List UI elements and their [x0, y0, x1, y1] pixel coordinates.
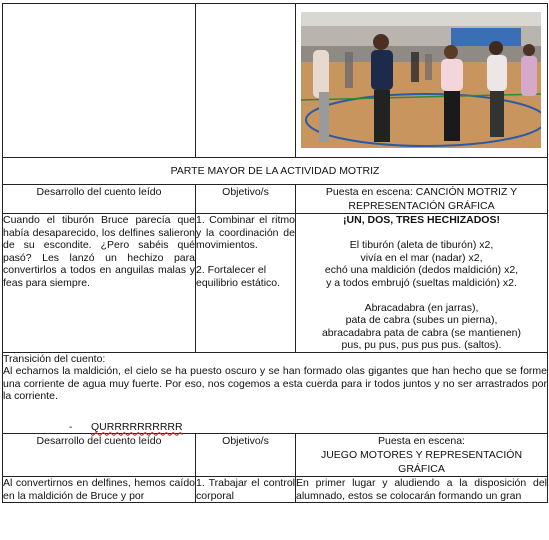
- table1-body-row: [3, 214, 548, 353]
- header-objectives: Objetivo/s: [196, 185, 296, 214]
- story-text: Cuando el tiburón Bruce parecía que había desaparecido, los delfines salieron de su escondite. ¿Pero sabéis qué pasó? Les lanzó un hechizo para convertirlos a todos en anguilas malas y feas para siempre.: [3, 214, 196, 353]
- header2-objectives: Objetivo/s: [196, 434, 296, 477]
- header-scene-line1: Puesta en escena: CANCIÓN MOTRIZ Y: [325, 186, 518, 198]
- header-scene-line2: REPRESENTACIÓN GRÁFICA: [348, 200, 495, 212]
- song-verse2-line3: abracadabra pata de cabra (se mantienen): [321, 326, 522, 339]
- song-verse2-line4: pus, pu pus, pus pus pus. (saltos).: [341, 339, 502, 351]
- transition-bullet: [3, 421, 547, 434]
- objective-2: 2. Fortalecer el equilibrio estático.: [196, 264, 281, 289]
- empty-cell-2: [196, 4, 296, 158]
- table2-body-row: [3, 477, 548, 503]
- photo-cell: [296, 4, 548, 158]
- song-cell: [296, 214, 548, 353]
- header-scene: [296, 185, 548, 214]
- lesson-plan-table: [2, 3, 548, 503]
- section-title-row: [3, 158, 548, 185]
- objective2-text: 1. Trabajar el control corporal: [196, 477, 295, 502]
- objectives-cell: [196, 214, 296, 353]
- section-title: PARTE MAYOR DE LA ACTIVIDAD MOTRIZ: [3, 158, 548, 185]
- header2-scene-line1: Puesta en escena:: [378, 435, 465, 447]
- song-verse1-line3: echó una maldición (dedos maldición) x2,: [324, 264, 519, 276]
- header2-scene-line3: GRÁFICA: [398, 463, 445, 475]
- header2-story: Desarrollo del cuento leído: [3, 434, 196, 477]
- header2-scene: [296, 434, 548, 477]
- song-title: ¡UN, DOS, TRES HECHIZADOS!: [343, 214, 500, 226]
- song-verse1-line2: vivía en el mar (nadar) x2,: [360, 251, 483, 264]
- bullet-text: QURRRRRRRRRR: [91, 420, 183, 433]
- transition-cell: [3, 352, 548, 434]
- story2-text: Al convertirnos en delfines, hemos caído en la maldición de Bruce y por: [3, 477, 195, 502]
- header2-scene-line2: JUEGO MOTORES Y REPRESENTACIÓN: [320, 449, 523, 461]
- photo-row: [3, 4, 548, 158]
- empty-cell-1: [3, 4, 196, 158]
- song-verse2-line2: pata de cabra (subes un pierna),: [345, 314, 498, 326]
- table2-header-row: [3, 434, 548, 477]
- header-story: Desarrollo del cuento leído: [3, 185, 196, 214]
- song-verse1-line4: y a todos embrujó (sueltas maldición) x2.: [326, 276, 517, 289]
- song-verse1-line1: El tiburón (aleta de tiburón) x2,: [349, 239, 494, 251]
- transition-text: Al echarnos la maldición, el cielo se ha puesto oscuro y se han formado olas gigantes que han hecho que se forme una corriente de agua muy fuerte. Por eso, nos cogemos a esta cuerda para ir todos juntos y no ser arrastrados por la corriente.: [3, 365, 547, 402]
- transition-title: Transición del cuento:: [3, 352, 106, 365]
- scene2-text: En primer lugar y aludiendo a la disposición del alumnado, estos se colocarán formando un gran: [296, 477, 547, 502]
- objective-1: 1. Combinar el ritmo y la coordinación de movimientos.: [196, 214, 295, 251]
- table1-header-row: [3, 185, 548, 214]
- song-verse2-line1: Abracadabra (en jarras),: [364, 301, 479, 314]
- transition-row: [3, 352, 548, 434]
- bullet-dash: -: [69, 420, 73, 433]
- gym-activity-photo: [301, 12, 541, 148]
